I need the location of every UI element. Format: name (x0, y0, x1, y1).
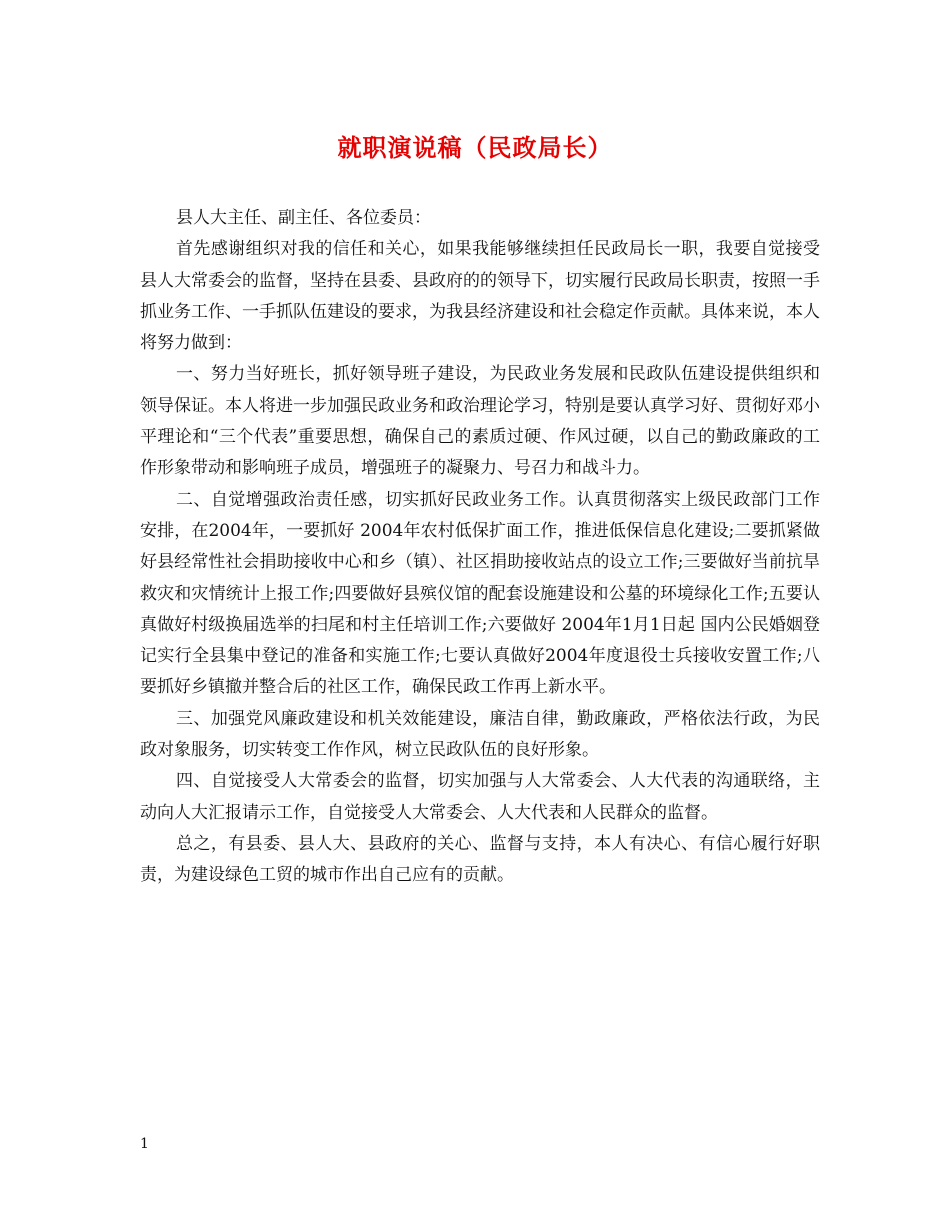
point-two-paragraph: 二、自觉增强政治责任感，切实抓好民政业务工作。认真贯彻落实上级民政部门工作安排，在2004年，一要抓好 2004年农村低保扩面工作，推进低保信息化建设;二要抓紧做好县经常性社会捐助接收中心和乡（镇）、社区捐助接收站点的设立工作;三要做好当前抗旱救灾和灾情统计上报工作;四要做好县殡仪馆的配套设施建设和公墓的环境绿化工作;五要认真做好村级换届选举的扫尾和村主任培训工作;六要做好 2004年1月1日起 国内公民婚姻登记实行全县集中登记的准备和实施工作;七要认真做好2004年度退役士兵接收安置工作;八要抓好乡镇撤并整合后的社区工作，确保民政工作再上新水平。 (140, 489, 820, 698)
point-one-paragraph: 一、努力当好班长，抓好领导班子建设，为民政业务发展和民政队伍建设提供组织和领导保证。本人将进一步加强民政业务和政治理论学习，特别是要认真学习好、贯彻好邓小平理论和“三个代表”重要思想，确保自己的素质过硬、作风过硬，以自己的勤政廉政的工作形象带动和影响班子成员，增强班子的凝聚力、号召力和战斗力。 (140, 364, 820, 479)
conclusion-paragraph: 总之，有县委、县人大、县政府的关心、监督与支持，本人有决心、有信心履行好职责，为建设绿色工贸的城市作出自己应有的贡献。 (140, 833, 820, 886)
salutation-paragraph: 县人大主任、副主任、各位委员： (176, 208, 431, 228)
point-three-paragraph: 三、加强党风廉政建设和机关效能建设，廉洁自律，勤政廉政，严格依法行政，为民政对象服务，切实转变工作作风，树立民政队伍的良好形象。 (140, 708, 820, 761)
document-title: 就职演说稿（民政局长） (337, 133, 613, 162)
intro-paragraph: 首先感谢组织对我的信任和关心，如果我能够继续担任民政局长一职，我要自觉接受县人大常委会的监督，坚持在县委、县政府的的领导下，切实履行民政局长职责，按照一手抓业务工作、一手抓队伍建设的要求，为我县经济建设和社会稳定作贡献。具体来说，本人将努力做到： (140, 239, 820, 354)
point-four-paragraph: 四、自觉接受人大常委会的监督，切实加强与人大常委会、人大代表的沟通联络，主动向人大汇报请示工作，自觉接受人大常委会、人大代表和人民群众的监督。 (140, 771, 820, 823)
page-number: 1 (140, 1136, 149, 1152)
document-body (140, 203, 820, 892)
